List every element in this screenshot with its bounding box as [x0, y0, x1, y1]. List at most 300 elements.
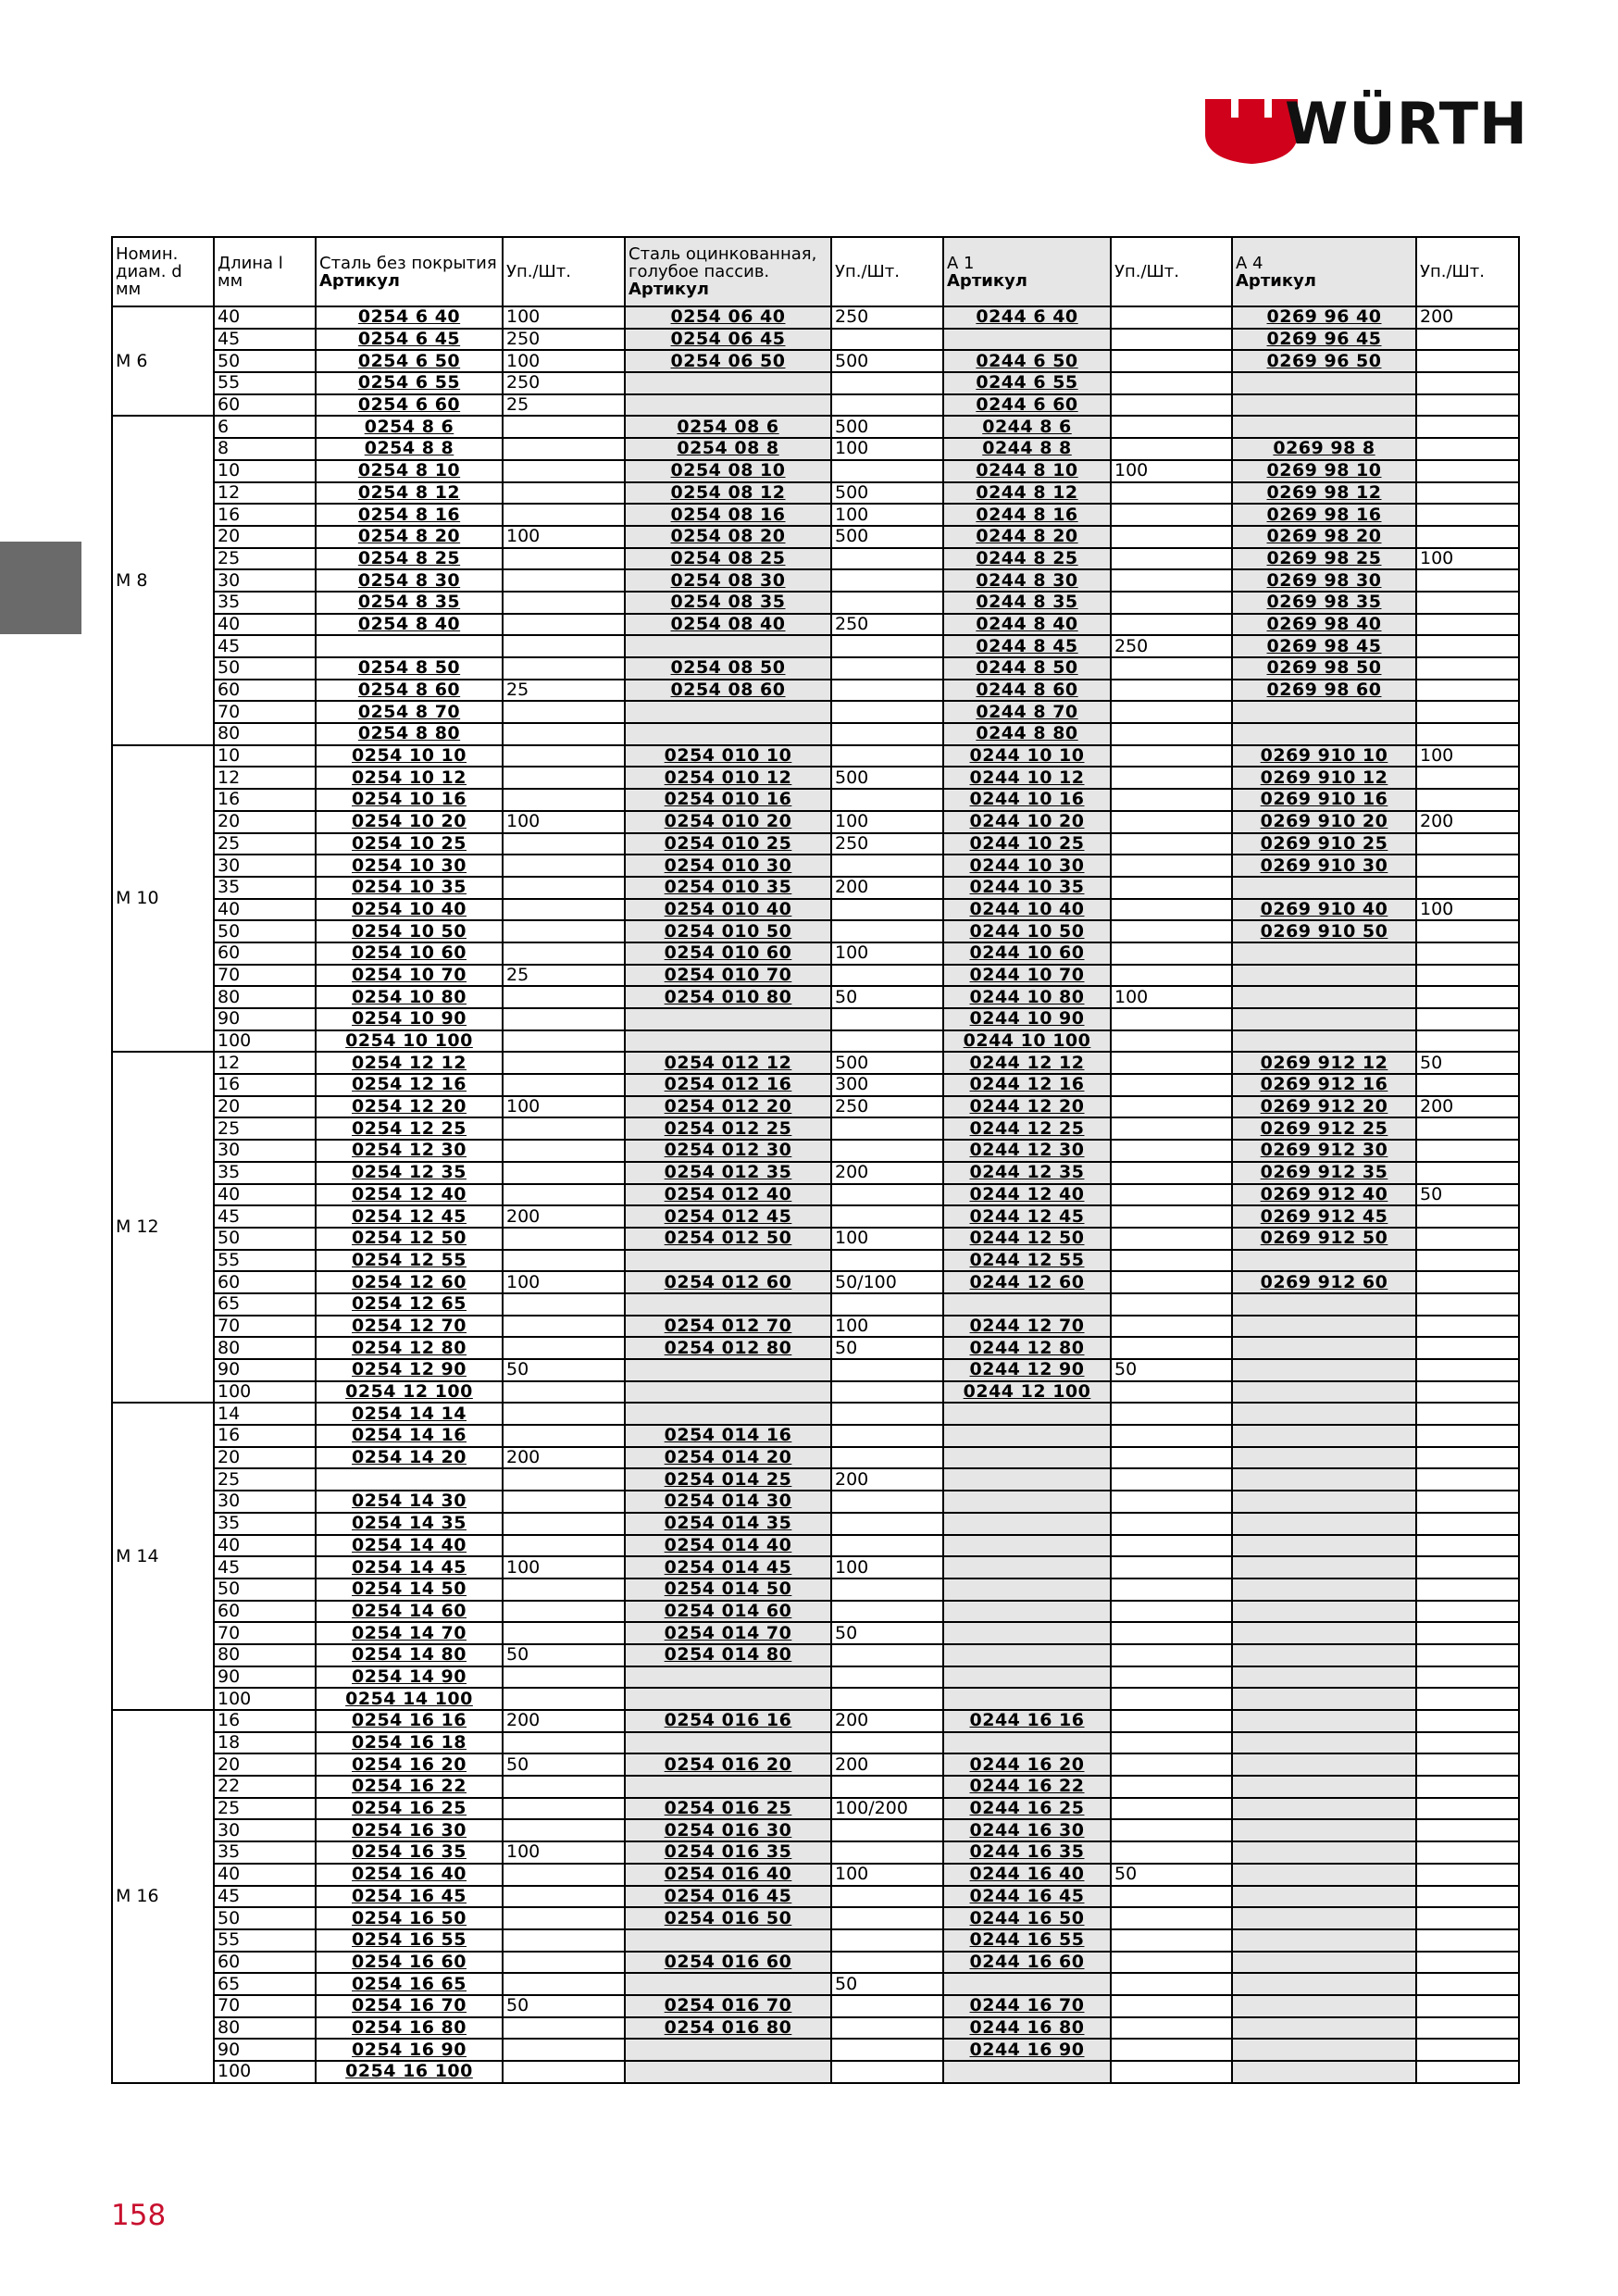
- zinc-article-cell: 0254 010 35: [625, 877, 831, 899]
- table-row: [112, 1864, 1519, 1886]
- a1-pack-cell: [1111, 920, 1232, 942]
- steel-article-cell: 0254 12 35: [316, 1162, 503, 1184]
- a4-pack-cell: [1416, 1074, 1519, 1096]
- a1-article-cell: 0244 8 45: [943, 635, 1111, 657]
- a4-pack-cell: [1416, 460, 1519, 482]
- zinc-article-cell: 0254 012 50: [625, 1228, 831, 1250]
- length-cell: 60: [214, 1271, 316, 1293]
- zinc-article-cell: 0254 010 20: [625, 811, 831, 833]
- a1-article-cell: 0244 10 60: [943, 942, 1111, 965]
- table-row: [112, 504, 1519, 526]
- table-row: [112, 329, 1519, 351]
- a1-pack-cell: [1111, 1293, 1232, 1316]
- steel-pack-cell: [503, 1864, 625, 1886]
- length-cell: 16: [214, 1074, 316, 1096]
- table-row: [112, 1601, 1519, 1623]
- wurth-logo-wordmark: WÜRTH: [1285, 90, 1528, 157]
- a4-pack-cell: [1416, 855, 1519, 877]
- a1-pack-cell: [1111, 438, 1232, 460]
- table-row: [112, 438, 1519, 460]
- length-cell: 30: [214, 1819, 316, 1841]
- a4-pack-cell: [1416, 1162, 1519, 1184]
- a1-pack-cell: 250: [1111, 635, 1232, 657]
- length-cell: 8: [214, 438, 316, 460]
- steel-article-cell: 0254 8 80: [316, 723, 503, 745]
- zinc-article-cell: 0254 08 30: [625, 569, 831, 592]
- a4-article-cell: 0269 912 30: [1232, 1140, 1416, 1162]
- length-cell: 70: [214, 1316, 316, 1338]
- a4-article-cell: [1232, 394, 1416, 417]
- header-a4-title: A 4: [1236, 253, 1263, 273]
- length-cell: 50: [214, 657, 316, 680]
- nominal-diameter-cell: M 16: [112, 1710, 214, 2083]
- zinc-article-cell: 0254 012 80: [625, 1337, 831, 1359]
- steel-pack-cell: [503, 899, 625, 921]
- zinc-pack-cell: [831, 460, 943, 482]
- steel-article-cell: 0254 12 16: [316, 1074, 503, 1096]
- a1-pack-cell: [1111, 1732, 1232, 1754]
- table-row: [112, 1030, 1519, 1053]
- length-cell: 100: [214, 1381, 316, 1404]
- zinc-article-cell: 0254 06 45: [625, 329, 831, 351]
- a1-pack-cell: 50: [1111, 1359, 1232, 1381]
- a1-article-cell: 0244 12 45: [943, 1205, 1111, 1228]
- a1-pack-cell: [1111, 504, 1232, 526]
- a4-article-cell: [1232, 1601, 1416, 1623]
- length-cell: 35: [214, 1841, 316, 1864]
- steel-pack-cell: 100: [503, 526, 625, 548]
- a4-pack-cell: [1416, 1710, 1519, 1732]
- a4-pack-cell: [1416, 1819, 1519, 1841]
- table-row: [112, 1293, 1519, 1316]
- steel-pack-cell: [503, 701, 625, 723]
- a1-pack-cell: [1111, 1929, 1232, 1952]
- length-cell: 30: [214, 569, 316, 592]
- table-header-row: [112, 237, 1519, 306]
- a1-pack-cell: [1111, 942, 1232, 965]
- table-row: [112, 350, 1519, 372]
- zinc-pack-cell: 200: [831, 1468, 943, 1491]
- a4-pack-cell: [1416, 350, 1519, 372]
- steel-article-cell: 0254 16 40: [316, 1864, 503, 1886]
- zinc-pack-cell: 50/100: [831, 1271, 943, 1293]
- a4-article-cell: 0269 912 40: [1232, 1184, 1416, 1206]
- steel-article-cell: 0254 12 30: [316, 1140, 503, 1162]
- a4-article-cell: 0269 96 50: [1232, 350, 1416, 372]
- steel-pack-cell: [503, 1732, 625, 1754]
- a1-pack-cell: [1111, 1008, 1232, 1030]
- steel-article-cell: 0254 6 60: [316, 394, 503, 417]
- table-row: [112, 723, 1519, 745]
- table-row: [112, 789, 1519, 811]
- steel-pack-cell: [503, 482, 625, 505]
- table-row: [112, 1819, 1519, 1841]
- a4-article-cell: [1232, 1491, 1416, 1513]
- zinc-article-cell: [625, 1359, 831, 1381]
- steel-article-cell: 0254 16 22: [316, 1776, 503, 1798]
- table-row: [112, 548, 1519, 570]
- a4-pack-cell: [1416, 1205, 1519, 1228]
- a1-article-cell: 0244 10 40: [943, 899, 1111, 921]
- length-cell: 25: [214, 1468, 316, 1491]
- a4-article-cell: [1232, 1819, 1416, 1841]
- zinc-pack-cell: [831, 1688, 943, 1710]
- a1-article-cell: 0244 8 8: [943, 438, 1111, 460]
- steel-pack-cell: [503, 1578, 625, 1601]
- zinc-article-cell: 0254 014 16: [625, 1425, 831, 1447]
- steel-pack-cell: [503, 1601, 625, 1623]
- a1-article-cell: [943, 2061, 1111, 2083]
- a4-pack-cell: [1416, 1666, 1519, 1689]
- steel-pack-cell: [503, 1228, 625, 1250]
- a1-article-cell: 0244 12 80: [943, 1337, 1111, 1359]
- steel-article-cell: 0254 16 18: [316, 1732, 503, 1754]
- length-cell: 45: [214, 329, 316, 351]
- steel-pack-cell: [503, 1798, 625, 1820]
- steel-article-cell: 0254 8 8: [316, 438, 503, 460]
- a1-article-cell: 0244 12 30: [943, 1140, 1111, 1162]
- zinc-pack-cell: [831, 1184, 943, 1206]
- steel-pack-cell: [503, 548, 625, 570]
- a4-pack-cell: [1416, 1886, 1519, 1908]
- zinc-article-cell: 0254 014 70: [625, 1622, 831, 1644]
- steel-pack-cell: [503, 592, 625, 614]
- steel-article-cell: 0254 14 14: [316, 1403, 503, 1425]
- zinc-pack-cell: [831, 1578, 943, 1601]
- table-row: [112, 1753, 1519, 1776]
- a1-pack-cell: [1111, 1907, 1232, 1929]
- a1-article-cell: 0244 10 50: [943, 920, 1111, 942]
- table-row: [112, 2017, 1519, 2040]
- a4-article-cell: 0269 98 20: [1232, 526, 1416, 548]
- a1-article-cell: 0244 6 50: [943, 350, 1111, 372]
- a4-article-cell: [1232, 1250, 1416, 1272]
- table-row: [112, 1359, 1519, 1381]
- a1-article-cell: 0244 8 40: [943, 614, 1111, 636]
- length-cell: 60: [214, 394, 316, 417]
- a4-article-cell: [1232, 1425, 1416, 1447]
- a1-pack-cell: [1111, 877, 1232, 899]
- a1-pack-cell: [1111, 1710, 1232, 1732]
- zinc-article-cell: 0254 08 12: [625, 482, 831, 505]
- length-cell: 70: [214, 1622, 316, 1644]
- zinc-article-cell: 0254 010 12: [625, 767, 831, 789]
- zinc-article-cell: [625, 1293, 831, 1316]
- a1-article-cell: 0244 8 12: [943, 482, 1111, 505]
- zinc-pack-cell: [831, 1732, 943, 1754]
- a4-pack-cell: [1416, 986, 1519, 1008]
- zinc-article-cell: 0254 014 45: [625, 1556, 831, 1578]
- a4-pack-cell: [1416, 1578, 1519, 1601]
- steel-pack-cell: [503, 2039, 625, 2061]
- zinc-article-cell: 0254 010 50: [625, 920, 831, 942]
- table-row: [112, 1929, 1519, 1952]
- a1-article-cell: 0244 12 70: [943, 1316, 1111, 1338]
- length-cell: 10: [214, 460, 316, 482]
- length-cell: 12: [214, 1052, 316, 1074]
- a1-article-cell: [943, 1644, 1111, 1666]
- steel-article-cell: 0254 10 40: [316, 899, 503, 921]
- zinc-article-cell: 0254 016 45: [625, 1886, 831, 1908]
- a4-pack-cell: [1416, 372, 1519, 394]
- a1-article-cell: 0244 8 30: [943, 569, 1111, 592]
- a1-article-cell: 0244 10 10: [943, 745, 1111, 767]
- table-row: [112, 1316, 1519, 1338]
- zinc-article-cell: [625, 2039, 831, 2061]
- steel-pack-cell: [503, 1973, 625, 1995]
- steel-article-cell: 0254 12 100: [316, 1381, 503, 1404]
- table-row: [112, 394, 1519, 417]
- a1-article-cell: 0244 12 25: [943, 1117, 1111, 1140]
- table-row: [112, 416, 1519, 438]
- a4-article-cell: 0269 910 10: [1232, 745, 1416, 767]
- zinc-pack-cell: [831, 1008, 943, 1030]
- a4-pack-cell: [1416, 1776, 1519, 1798]
- a1-pack-cell: [1111, 1798, 1232, 1820]
- table-row: [112, 1666, 1519, 1689]
- zinc-pack-cell: [831, 1819, 943, 1841]
- a1-article-cell: [943, 1403, 1111, 1425]
- a1-pack-cell: [1111, 548, 1232, 570]
- a4-pack-cell: 200: [1416, 306, 1519, 329]
- steel-pack-cell: 100: [503, 1556, 625, 1578]
- length-cell: 14: [214, 1403, 316, 1425]
- a1-pack-cell: [1111, 680, 1232, 702]
- a4-article-cell: 0269 912 60: [1232, 1271, 1416, 1293]
- a4-pack-cell: [1416, 1381, 1519, 1404]
- table-row: [112, 526, 1519, 548]
- a1-article-cell: 0244 12 60: [943, 1271, 1111, 1293]
- a4-pack-cell: [1416, 2017, 1519, 2040]
- steel-pack-cell: 250: [503, 372, 625, 394]
- length-cell: 20: [214, 1753, 316, 1776]
- steel-pack-cell: [503, 1250, 625, 1272]
- steel-article-cell: 0254 12 60: [316, 1271, 503, 1293]
- table-row: [112, 1535, 1519, 1557]
- length-cell: 50: [214, 350, 316, 372]
- header-a1-sub: Артикул: [947, 270, 1027, 291]
- a1-article-cell: 0244 8 70: [943, 701, 1111, 723]
- table-row: [112, 1556, 1519, 1578]
- a1-pack-cell: [1111, 1381, 1232, 1404]
- length-cell: 30: [214, 1140, 316, 1162]
- a4-article-cell: [1232, 1886, 1416, 1908]
- length-cell: 35: [214, 592, 316, 614]
- table-row: [112, 657, 1519, 680]
- a4-pack-cell: [1416, 1929, 1519, 1952]
- a1-article-cell: 0244 8 6: [943, 416, 1111, 438]
- length-cell: 55: [214, 1929, 316, 1952]
- table-row: [112, 745, 1519, 767]
- steel-article-cell: 0254 12 70: [316, 1316, 503, 1338]
- a4-article-cell: 0269 98 50: [1232, 657, 1416, 680]
- zinc-pack-cell: 500: [831, 416, 943, 438]
- steel-pack-cell: [503, 1008, 625, 1030]
- zinc-article-cell: [625, 1732, 831, 1754]
- a4-pack-cell: [1416, 438, 1519, 460]
- a4-article-cell: [1232, 1929, 1416, 1952]
- steel-article-cell: 0254 8 16: [316, 504, 503, 526]
- zinc-article-cell: 0254 010 40: [625, 899, 831, 921]
- length-cell: 70: [214, 701, 316, 723]
- zinc-article-cell: 0254 016 40: [625, 1864, 831, 1886]
- steel-article-cell: 0254 8 10: [316, 460, 503, 482]
- length-cell: 65: [214, 1293, 316, 1316]
- a1-article-cell: 0244 16 20: [943, 1753, 1111, 1776]
- steel-article-cell: 0254 6 50: [316, 350, 503, 372]
- length-cell: 55: [214, 372, 316, 394]
- table-row: [112, 1074, 1519, 1096]
- zinc-pack-cell: 250: [831, 1096, 943, 1118]
- a4-article-cell: [1232, 1798, 1416, 1820]
- steel-article-cell: 0254 14 20: [316, 1447, 503, 1469]
- a1-article-cell: 0244 16 40: [943, 1864, 1111, 1886]
- table-row: [112, 1491, 1519, 1513]
- steel-pack-cell: [503, 635, 625, 657]
- steel-article-cell: 0254 14 60: [316, 1601, 503, 1623]
- zinc-article-cell: 0254 08 10: [625, 460, 831, 482]
- steel-article-cell: 0254 8 30: [316, 569, 503, 592]
- steel-pack-cell: [503, 1162, 625, 1184]
- length-cell: 60: [214, 942, 316, 965]
- steel-article-cell: 0254 10 50: [316, 920, 503, 942]
- steel-article-cell: 0254 8 12: [316, 482, 503, 505]
- a1-article-cell: 0244 10 30: [943, 855, 1111, 877]
- a1-article-cell: 0244 12 90: [943, 1359, 1111, 1381]
- table-row: [112, 1447, 1519, 1469]
- a1-article-cell: [943, 1491, 1111, 1513]
- steel-article-cell: 0254 12 40: [316, 1184, 503, 1206]
- steel-pack-cell: 50: [503, 1359, 625, 1381]
- header-pack-zinc: Уп./Шт.: [831, 237, 943, 306]
- zinc-pack-cell: [831, 1841, 943, 1864]
- a4-article-cell: [1232, 701, 1416, 723]
- a1-pack-cell: [1111, 482, 1232, 505]
- length-cell: 10: [214, 745, 316, 767]
- a4-article-cell: [1232, 1513, 1416, 1535]
- zinc-article-cell: 0254 010 10: [625, 745, 831, 767]
- zinc-pack-cell: 100/200: [831, 1798, 943, 1820]
- zinc-pack-cell: [831, 2061, 943, 2083]
- a4-pack-cell: [1416, 1907, 1519, 1929]
- a1-pack-cell: [1111, 1819, 1232, 1841]
- a4-article-cell: [1232, 942, 1416, 965]
- steel-article-cell: 0254 16 90: [316, 2039, 503, 2061]
- header-a4: [1232, 237, 1416, 306]
- zinc-pack-cell: 50: [831, 1622, 943, 1644]
- length-cell: 80: [214, 723, 316, 745]
- table-row: [112, 592, 1519, 614]
- a4-article-cell: 0269 910 20: [1232, 811, 1416, 833]
- a4-pack-cell: [1416, 526, 1519, 548]
- length-cell: 60: [214, 680, 316, 702]
- steel-article-cell: 0254 16 70: [316, 1995, 503, 2017]
- zinc-pack-cell: [831, 329, 943, 351]
- length-cell: 90: [214, 1359, 316, 1381]
- table-row: [112, 1886, 1519, 1908]
- steel-pack-cell: [503, 855, 625, 877]
- a4-article-cell: [1232, 1447, 1416, 1469]
- steel-pack-cell: [503, 504, 625, 526]
- a4-article-cell: [1232, 416, 1416, 438]
- length-cell: 35: [214, 1513, 316, 1535]
- nominal-diameter-cell: M 14: [112, 1403, 214, 1710]
- a4-pack-cell: 100: [1416, 899, 1519, 921]
- a1-pack-cell: [1111, 1052, 1232, 1074]
- a4-article-cell: 0269 96 40: [1232, 306, 1416, 329]
- a1-pack-cell: [1111, 306, 1232, 329]
- a1-article-cell: [943, 1513, 1111, 1535]
- a4-pack-cell: [1416, 1403, 1519, 1425]
- a1-article-cell: [943, 1468, 1111, 1491]
- a4-article-cell: [1232, 1316, 1416, 1338]
- a1-article-cell: 0244 16 22: [943, 1776, 1111, 1798]
- zinc-pack-cell: 200: [831, 1710, 943, 1732]
- table-row: [112, 460, 1519, 482]
- a4-pack-cell: 100: [1416, 745, 1519, 767]
- a4-pack-cell: [1416, 614, 1519, 636]
- table-row: [112, 680, 1519, 702]
- a1-pack-cell: 100: [1111, 460, 1232, 482]
- header-pack-a1: Уп./Шт.: [1111, 237, 1232, 306]
- a1-article-cell: 0244 16 25: [943, 1798, 1111, 1820]
- zinc-pack-cell: [831, 1381, 943, 1404]
- table-row: [112, 1513, 1519, 1535]
- a1-article-cell: 0244 16 50: [943, 1907, 1111, 1929]
- a1-pack-cell: [1111, 2017, 1232, 2040]
- zinc-article-cell: [625, 1381, 831, 1404]
- zinc-article-cell: 0254 08 20: [625, 526, 831, 548]
- a1-article-cell: 0244 12 40: [943, 1184, 1111, 1206]
- a1-article-cell: 0244 12 100: [943, 1381, 1111, 1404]
- zinc-pack-cell: [831, 899, 943, 921]
- a1-article-cell: 0244 16 60: [943, 1952, 1111, 1974]
- steel-pack-cell: [503, 1337, 625, 1359]
- zinc-article-cell: 0254 014 35: [625, 1513, 831, 1535]
- a4-article-cell: [1232, 1753, 1416, 1776]
- a1-article-cell: 0244 16 55: [943, 1929, 1111, 1952]
- a4-article-cell: [1232, 1578, 1416, 1601]
- table-row: [112, 1117, 1519, 1140]
- zinc-pack-cell: [831, 2017, 943, 2040]
- zinc-pack-cell: [831, 1205, 943, 1228]
- steel-article-cell: 0254 10 10: [316, 745, 503, 767]
- header-zinc-sub: Артикул: [629, 280, 709, 299]
- steel-pack-cell: [503, 1052, 625, 1074]
- zinc-article-cell: 0254 010 80: [625, 986, 831, 1008]
- zinc-article-cell: [625, 1776, 831, 1798]
- zinc-pack-cell: [831, 1907, 943, 1929]
- length-cell: 25: [214, 833, 316, 855]
- table-row: [112, 482, 1519, 505]
- zinc-article-cell: 0254 012 35: [625, 1162, 831, 1184]
- a4-pack-cell: [1416, 329, 1519, 351]
- a4-pack-cell: [1416, 701, 1519, 723]
- a1-pack-cell: [1111, 1425, 1232, 1447]
- zinc-pack-cell: [831, 1776, 943, 1798]
- table-row: [112, 1008, 1519, 1030]
- a1-pack-cell: [1111, 899, 1232, 921]
- zinc-pack-cell: [831, 745, 943, 767]
- table-row: [112, 899, 1519, 921]
- zinc-article-cell: 0254 014 60: [625, 1601, 831, 1623]
- a4-pack-cell: [1416, 1425, 1519, 1447]
- nominal-diameter-cell: M 6: [112, 306, 214, 416]
- a4-article-cell: 0269 912 16: [1232, 1074, 1416, 1096]
- length-cell: 100: [214, 1030, 316, 1053]
- table-row: [112, 1995, 1519, 2017]
- zinc-article-cell: [625, 635, 831, 657]
